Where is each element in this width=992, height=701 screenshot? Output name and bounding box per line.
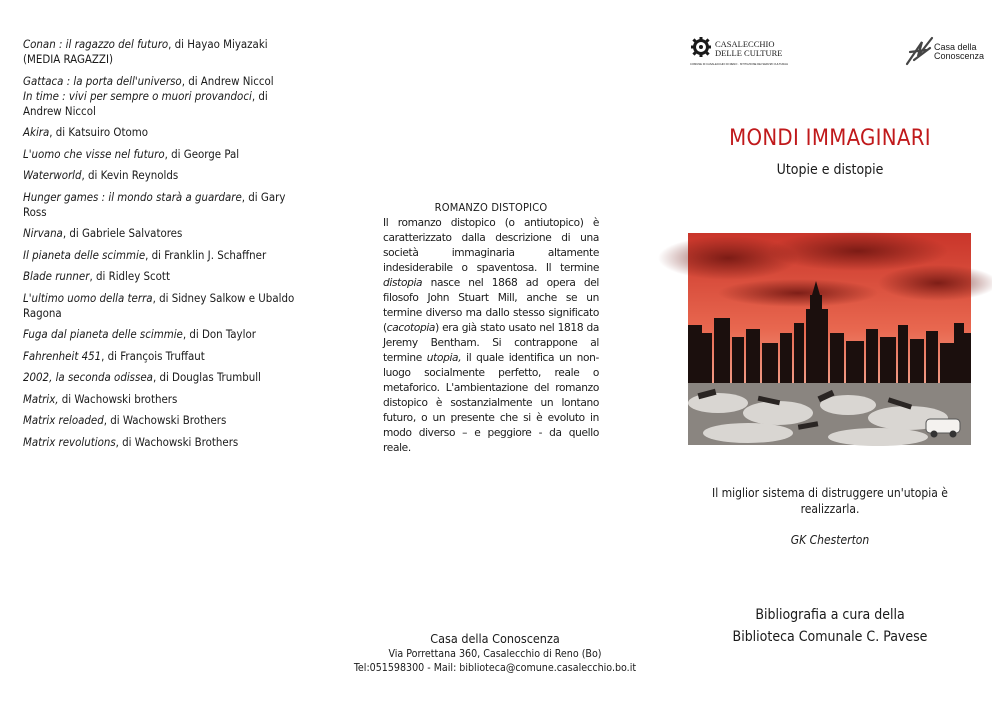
logo-bar [688, 36, 985, 72]
cog-icon [691, 37, 711, 57]
film-director: , di François Truffaut [101, 348, 205, 363]
scribble-icon [907, 38, 932, 64]
film-item [23, 370, 298, 385]
film-title: Matrix revolutions [23, 434, 116, 449]
film-item [23, 190, 298, 220]
body-text: nasce nel 1868 ad opera del filosofo John Stuart Mill, anche se un termine diverso ma dallo stesso significato ( [383, 277, 599, 334]
film-title: L'ultimo uomo della terra [23, 290, 153, 305]
quote-author: GK Chesterton [790, 533, 870, 547]
film-item [23, 74, 298, 89]
film-director: , di Sidney Salkow e Ubaldo Ragona [23, 290, 295, 320]
film-director: , di Gary Ross [23, 189, 286, 219]
credit-line-2: Biblioteca Comunale C. Pavese [732, 629, 928, 645]
section-heading: ROMANZO DISTOPICO [434, 201, 548, 214]
film-item [23, 89, 298, 119]
film-title: Gattaca : la porta dell'universo [23, 73, 182, 88]
term-utopia: utopia, [426, 352, 462, 364]
library-contacts: Tel:051598300 - Mail: biblioteca@comune.casalecchio.bo.it [353, 662, 637, 674]
film-director: , di Kevin Reynolds [81, 168, 179, 182]
film-item [23, 327, 298, 342]
film-director: , di Katsuiro Otomo [49, 125, 148, 139]
film-item [23, 392, 298, 407]
film-title: Hunger games : il mondo starà a guardare [23, 189, 242, 204]
logo-text-5: Conoscenza [934, 51, 985, 61]
body-text: ) era già stato usato nel 1818 da Jeremy Bentham. Si contrappone al termine [383, 322, 599, 364]
film-item [23, 349, 298, 364]
film-item [23, 248, 298, 263]
library-address [330, 630, 660, 675]
dystopian-novel-section [383, 201, 599, 456]
film-director: , di Don Taylor [182, 327, 256, 341]
film-title: Fahrenheit 451 [23, 348, 102, 363]
film-item [23, 291, 298, 321]
film-item [23, 125, 298, 140]
body-text: il quale identifica un non-luogo socialmente perfetto, reale o metaforico. L'ambientazione del romanzo distopico è sostanzialmente un lontano futuro, o un presente che si è evoluto in modo diverso – e peggiore - da quello reale. [383, 352, 600, 454]
film-title: 2002, la seconda odissea [23, 370, 153, 384]
film-title: In time : vivi per sempre o muori provandoci [23, 88, 252, 103]
brochure-subtitle: Utopie e distopie [776, 162, 884, 178]
logo-text-3: COMUNE DI CASALECCHIO DI RENO · ISTITUZIONE DEI SERVIZI CULTURALI [690, 63, 789, 66]
film-director: , di Hayao Miyazaki (MEDIA RAGAZZI) [23, 37, 268, 66]
film-director: , di Gabriele Salvatores [62, 226, 183, 240]
film-title: L'uomo che visse nel futuro [23, 146, 165, 161]
casa-della-conoscenza-logo [904, 34, 985, 68]
film-item [23, 435, 298, 450]
film-director: , di Douglas Trumbull [152, 370, 261, 384]
film-item [23, 413, 298, 428]
film-title: Nirvana [23, 226, 63, 240]
film-director: , di Andrew Niccol [181, 73, 274, 88]
film-director: , di Andrew Niccol [23, 88, 268, 118]
film-item [23, 147, 298, 162]
film-title: Matrix reloaded [23, 413, 104, 427]
logo-text-1: CASALECCHIO [715, 39, 775, 49]
film-director: , di Wachowski Brothers [115, 434, 239, 449]
section-body [383, 216, 599, 456]
casalecchio-delle-culture-logo [688, 36, 789, 70]
film-item [23, 168, 298, 183]
film-director: , di George Pal [164, 146, 240, 161]
cover-image [688, 233, 971, 445]
quote-text: Il miglior sistema di distruggere un'utopia è realizzarla. [712, 486, 948, 516]
film-title: Blade runner [23, 269, 90, 283]
term-cacotopia: cacotopia [386, 322, 436, 334]
logo-text-4: Casa della [934, 42, 977, 52]
film-item [23, 37, 298, 67]
film-item [23, 269, 298, 284]
film-title: Akira [23, 125, 50, 139]
film-title: Fuga dal pianeta delle scimmie [23, 327, 183, 341]
credit-line-1: Bibliografia a cura della [755, 607, 905, 623]
logo-text-2: DELLE CULTURE [715, 48, 783, 58]
library-name: Casa della Conoscenza [430, 631, 560, 646]
film-title: Waterworld [23, 168, 82, 182]
film-director: , di Ridley Scott [89, 269, 170, 283]
ruined-city-image [688, 233, 971, 445]
film-title: Il pianeta delle scimmie [23, 247, 146, 262]
film-item [23, 226, 298, 241]
brochure-title: MONDI IMMAGINARI [729, 126, 931, 151]
film-director: di Wachowski brothers [58, 391, 178, 406]
film-title: Matrix, [23, 391, 59, 406]
film-director: , di Wachowski Brothers [103, 413, 227, 427]
film-director: , di Franklin J. Schaffner [145, 247, 267, 262]
library-street: Via Porrettana 360, Casalecchio di Reno (Bo) [388, 648, 602, 660]
film-title: Conan : il ragazzo del futuro [23, 37, 169, 51]
term-distopia: distopia [383, 277, 423, 289]
body-text: Il romanzo distopico (o antiutopico) è caratterizzato dalla descrizione di una società immaginaria altamente indesiderabile o spaventosa. Il termine [383, 217, 599, 274]
credit-block [700, 604, 960, 648]
filmography-list [23, 37, 298, 456]
